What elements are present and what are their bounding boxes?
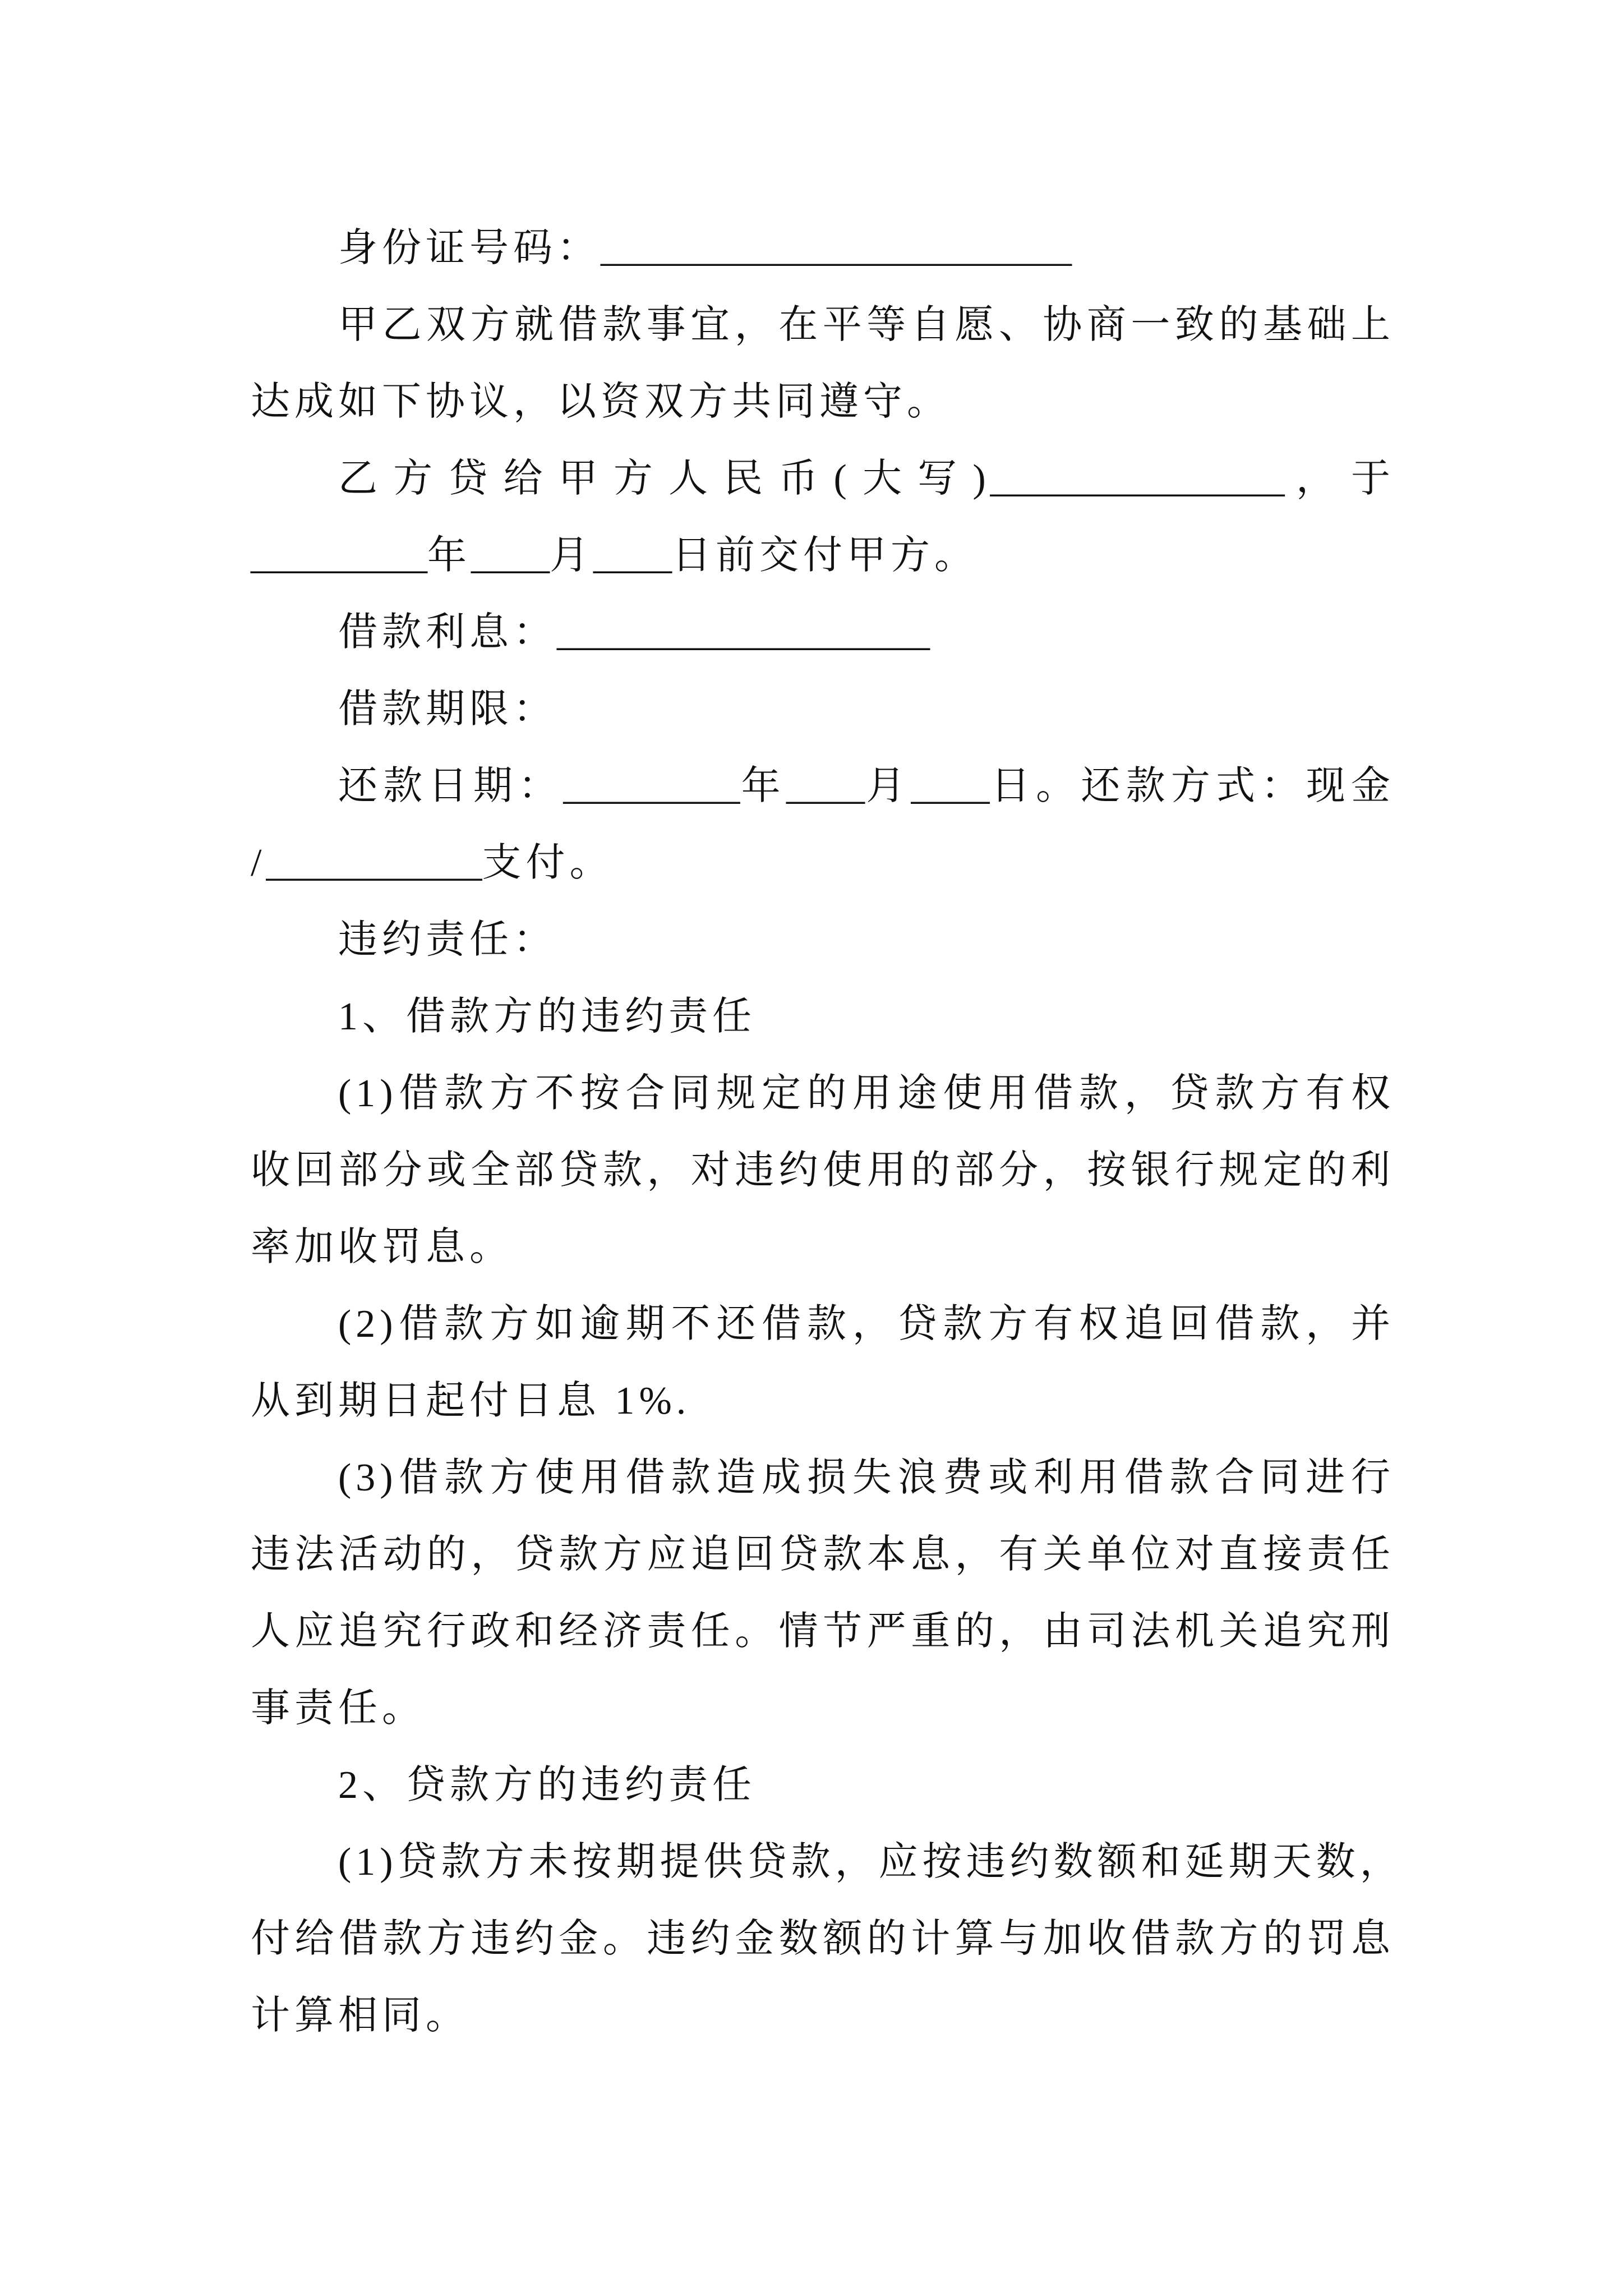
repayment-method-text: 日。还款方式：现金: [989, 765, 1395, 808]
repayment-month-blank: ____: [786, 765, 865, 808]
delivery-day-blank: ____: [593, 534, 672, 577]
clause-line: 从到期日起付日息 1%.: [251, 1379, 691, 1423]
intro-line: 甲乙双方就借款事宜，在平等自愿、协商一致的基础上: [338, 303, 1395, 347]
clause-line: (1)借款方不按合同规定的用途使用借款，贷款方有权: [338, 1072, 1395, 1115]
clause-line: (3)借款方使用借款造成损失浪费或利用借款合同进行: [338, 1456, 1395, 1499]
clause-line: 事责任。: [251, 1687, 426, 1730]
liability-heading: 违约责任：: [338, 918, 557, 961]
year-text: 年: [740, 765, 786, 808]
repayment-day-blank: ____: [911, 765, 990, 808]
year-text: 年: [427, 534, 471, 577]
month-text: 月: [864, 765, 911, 808]
interest-blank: ___________________: [557, 611, 930, 654]
delivery-month-blank: ____: [471, 534, 550, 577]
interest-label: 借款利息：: [338, 611, 557, 654]
clause-line: 率加收罚息。: [251, 1226, 513, 1269]
borrower-liability-heading: 1、借款方的违约责任: [338, 995, 756, 1038]
intro-line: 达成如下协议，以资双方共同遵守。: [251, 380, 951, 424]
interest-line: [251, 594, 1395, 671]
loan-amount-line: [251, 440, 1395, 517]
clause-line: 付给借款方违约金。违约金数额的计算与加收借款方的罚息: [251, 1917, 1395, 1961]
loan-delivery-date-line: [251, 517, 1395, 594]
clause-line: 人应追究行政和经济责任。情节严重的，由司法机关追究刑: [251, 1610, 1395, 1653]
term-line: [251, 671, 1395, 748]
clause-line: 计算相同。: [251, 1994, 469, 2037]
month-text: 月: [550, 534, 593, 577]
clause-line: 收回部分或全部贷款，对违约使用的部分，按银行规定的利: [251, 1149, 1395, 1192]
loan-amount-blank: _______________: [990, 457, 1285, 500]
delivery-tail-text: 日前交付甲方。: [672, 534, 978, 577]
loan-agreement-page: [251, 210, 1404, 2054]
repayment-year-blank: _________: [563, 765, 740, 808]
loan-amount-tail: ，于: [1284, 457, 1395, 500]
lender-liability-heading: 2、贷款方的违约责任: [338, 1764, 756, 1807]
repayment-date-line: [251, 748, 1395, 825]
clause-line: 违法活动的，贷款方应追回贷款本息，有关单位对直接责任: [251, 1533, 1395, 1576]
id-number-label: 身份证号码：: [338, 227, 601, 270]
repayment-label: 还款日期：: [338, 765, 564, 808]
loan-amount-text: 乙方贷给甲方人民币(大写): [338, 457, 990, 500]
payment-tail-text: 支付。: [482, 841, 614, 885]
payment-method-line: [251, 825, 1395, 901]
clause-line: (1)贷款方未按期提供贷款，应按违约数额和延期天数，: [338, 1841, 1404, 1884]
clause-line: (2)借款方如逾期不还借款，贷款方有权追回借款，并: [338, 1303, 1395, 1346]
id-number-line: [251, 210, 1395, 287]
term-label: 借款期限：: [338, 688, 557, 731]
delivery-year-blank: _________: [251, 534, 427, 577]
slash-text: /: [251, 841, 266, 885]
id-number-blank: ________________________: [601, 227, 1072, 270]
payment-method-blank: ___________: [266, 841, 482, 885]
